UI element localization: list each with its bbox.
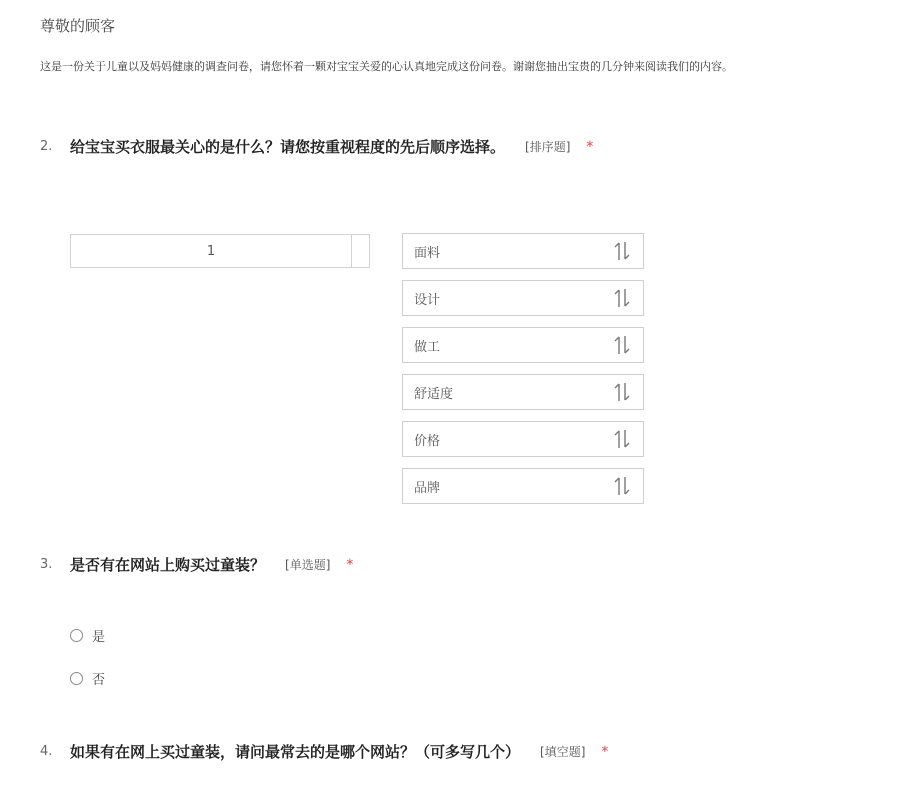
question-title: 如果有在网上买过童装，请问最常去的是哪个网站？（可多写几个）: [70, 743, 521, 761]
radio-unchecked-icon[interactable]: [70, 629, 83, 642]
rank-option-label: 舒适度: [414, 386, 454, 402]
rank-option-fabric[interactable]: [402, 233, 644, 269]
question-title: 给宝宝买衣服最关心的是什么？请您按重视程度的先后顺序选择。: [70, 138, 506, 156]
rank-option-label: 品牌: [414, 480, 441, 496]
sort-arrows-icon: [613, 241, 631, 261]
rank-option-workmanship[interactable]: [402, 327, 644, 363]
rank-slot-handle: [352, 235, 369, 267]
survey-greeting: 尊敬的顾客: [40, 17, 116, 35]
required-marker: *: [601, 743, 609, 760]
sort-arrows-icon: [613, 382, 631, 402]
radio-unchecked-icon[interactable]: [70, 672, 83, 685]
sort-arrows-icon: [613, 429, 631, 449]
rank-option-label: 价格: [414, 433, 441, 449]
rank-drop-slot-1[interactable]: [70, 234, 370, 268]
question-type-tag: [填空题]: [540, 745, 586, 759]
rank-option-design[interactable]: [402, 280, 644, 316]
survey-intro: 这是一份关于儿童以及妈妈健康的调查问卷，请您怀着一颗对宝宝关爱的心认真地完成这份问卷。谢谢您抽出宝贵的几分钟来阅读我们的内容。: [40, 60, 733, 73]
rank-slot-number: 1: [71, 235, 352, 267]
rank-option-label: 面料: [414, 245, 441, 261]
sort-arrows-icon: [613, 288, 631, 308]
required-marker: *: [586, 138, 594, 155]
radio-option-label: 是: [92, 630, 106, 645]
question-title: 是否有在网站上购买过童装？: [70, 556, 266, 574]
question-number: 2.: [40, 139, 53, 154]
question-number: 4.: [40, 744, 53, 759]
required-marker: *: [346, 556, 354, 573]
question-3-header: [40, 554, 353, 575]
rank-option-comfort[interactable]: [402, 374, 644, 410]
radio-option-yes[interactable]: [70, 626, 105, 645]
rank-option-price[interactable]: [402, 421, 644, 457]
question-type-tag: [单选题]: [285, 558, 331, 572]
question-type-tag: [排序题]: [525, 140, 571, 154]
radio-option-label: 否: [92, 673, 106, 688]
sort-arrows-icon: [613, 335, 631, 355]
rank-option-label: 做工: [414, 339, 441, 355]
question-4-header: [40, 741, 608, 762]
radio-option-no[interactable]: [70, 669, 105, 688]
rank-option-brand[interactable]: [402, 468, 644, 504]
question-number: 3.: [40, 557, 53, 572]
sort-arrows-icon: [613, 476, 631, 496]
question-2-header: [40, 136, 593, 157]
rank-option-label: 设计: [414, 292, 441, 308]
